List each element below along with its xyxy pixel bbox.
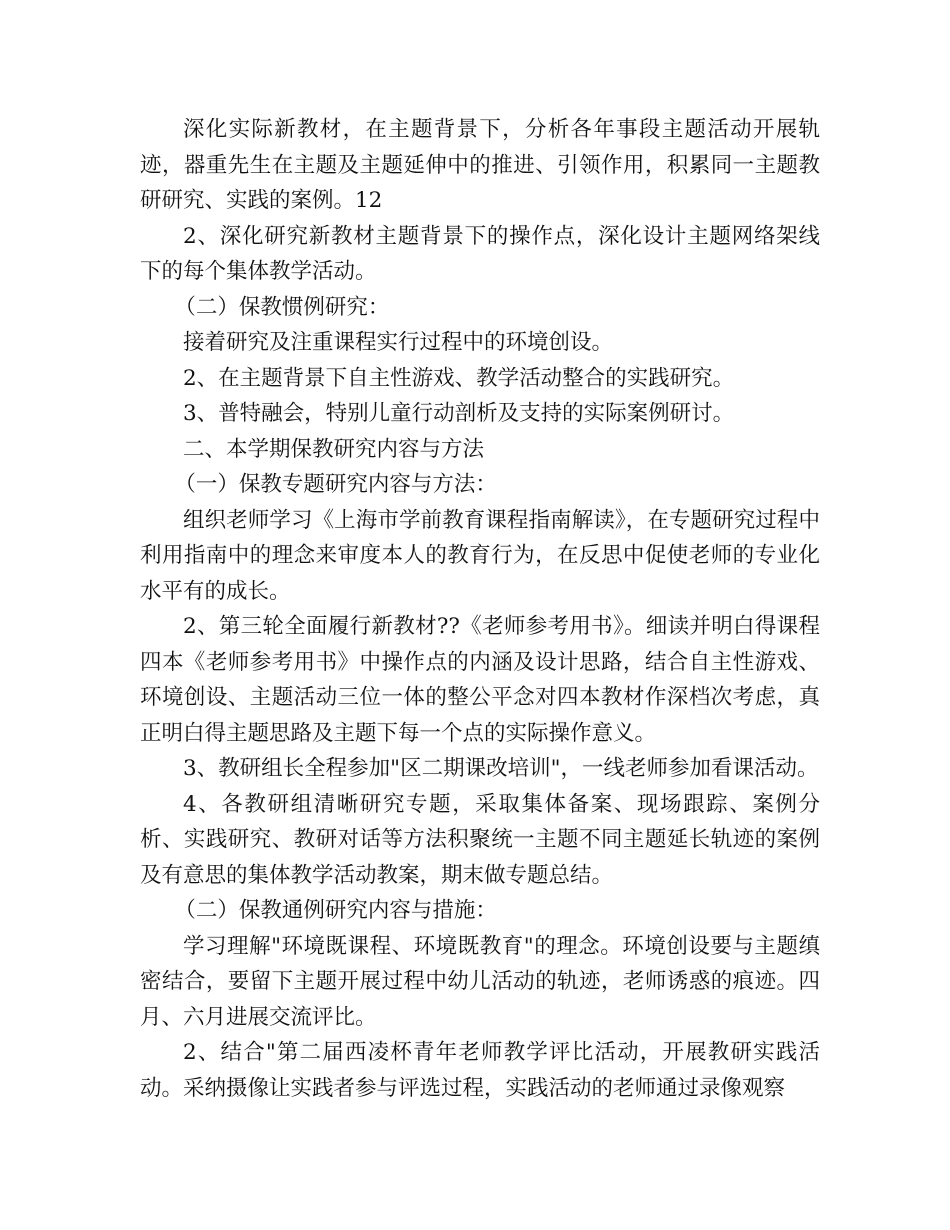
paragraph-5: 3、普特融会，特别儿童行动剖析及支持的实际案例研讨。 [183,401,735,426]
document-page [140,112,820,1106]
paragraph-6: 组织老师学习《上海市学前教育课程指南解读》，在专题研究过程中利用指南中的理念来审度本人的教育行为，在反思中促使老师的专业化水平有的成长。 [140,507,820,604]
section-heading-special-research: （一）保教专题研究内容与方法： [174,472,497,497]
paragraph-10: 学习理解"环境既课程、环境既教育"的理念。环境创设要与主题缜密结合，要留下主题开展过程中幼儿活动的轨迹，老师诱惑的痕迹。四月、六月进展交流评比。 [140,933,820,1030]
paragraph-4: 2、在主题背景下自主性游戏、教学活动整合的实践研究。 [183,365,735,391]
section-heading-general-research: （二）保教通例研究内容与措施： [174,898,497,923]
section-heading-routine-research: （二）保教惯例研究： [174,294,390,320]
paragraph-1: 深化实际新教材，在主题背景下，分析各年事段主题活动开展轨迹，器重先生在主题及主题延伸中的推进、引领作用，积累同一主题教研研究、实践的案例。12 [140,117,820,213]
paragraph-2: 2、深化研究新教材主题背景下的操作点，深化设计主题网络架线下的每个集体教学活动。 [140,223,820,284]
section-heading-research-content: 二、本学期保教研究内容与方法 [183,436,485,462]
paragraph-9: 4、各教研组清晰研究专题，采取集体备案、现场跟踪、案例分析、实践研究、教研对话等方法积聚统一主题不同主题延长轨迹的案例及有意思的集体教学活动教案，期末做专题总结。 [140,791,820,888]
paragraph-3: 接着研究及注重课程实行过程中的环境创设。 [183,330,614,355]
paragraph-7: 2、第三轮全面履行新教材??《老师参考用书》。细读并明白得课程四本《老师参考用书》中操作点的内涵及设计思路，结合自主性游戏、环境创设、主题活动三位一体的整公平念对四本教材作深档次考虑，真正明白得主题思路及主题下每一个点的实际操作意义。 [140,614,820,746]
paragraph-8: 3、教研组长全程参加"区二期课改培训"，一线老师参加看课活动。 [183,756,819,781]
paragraph-11: 2、结合"第二届西凌杯青年老师教学评比活动，开展教研实践活动。采纳摄像让实践者参与评选过程，实践活动的老师通过录像观察 [140,1040,820,1101]
